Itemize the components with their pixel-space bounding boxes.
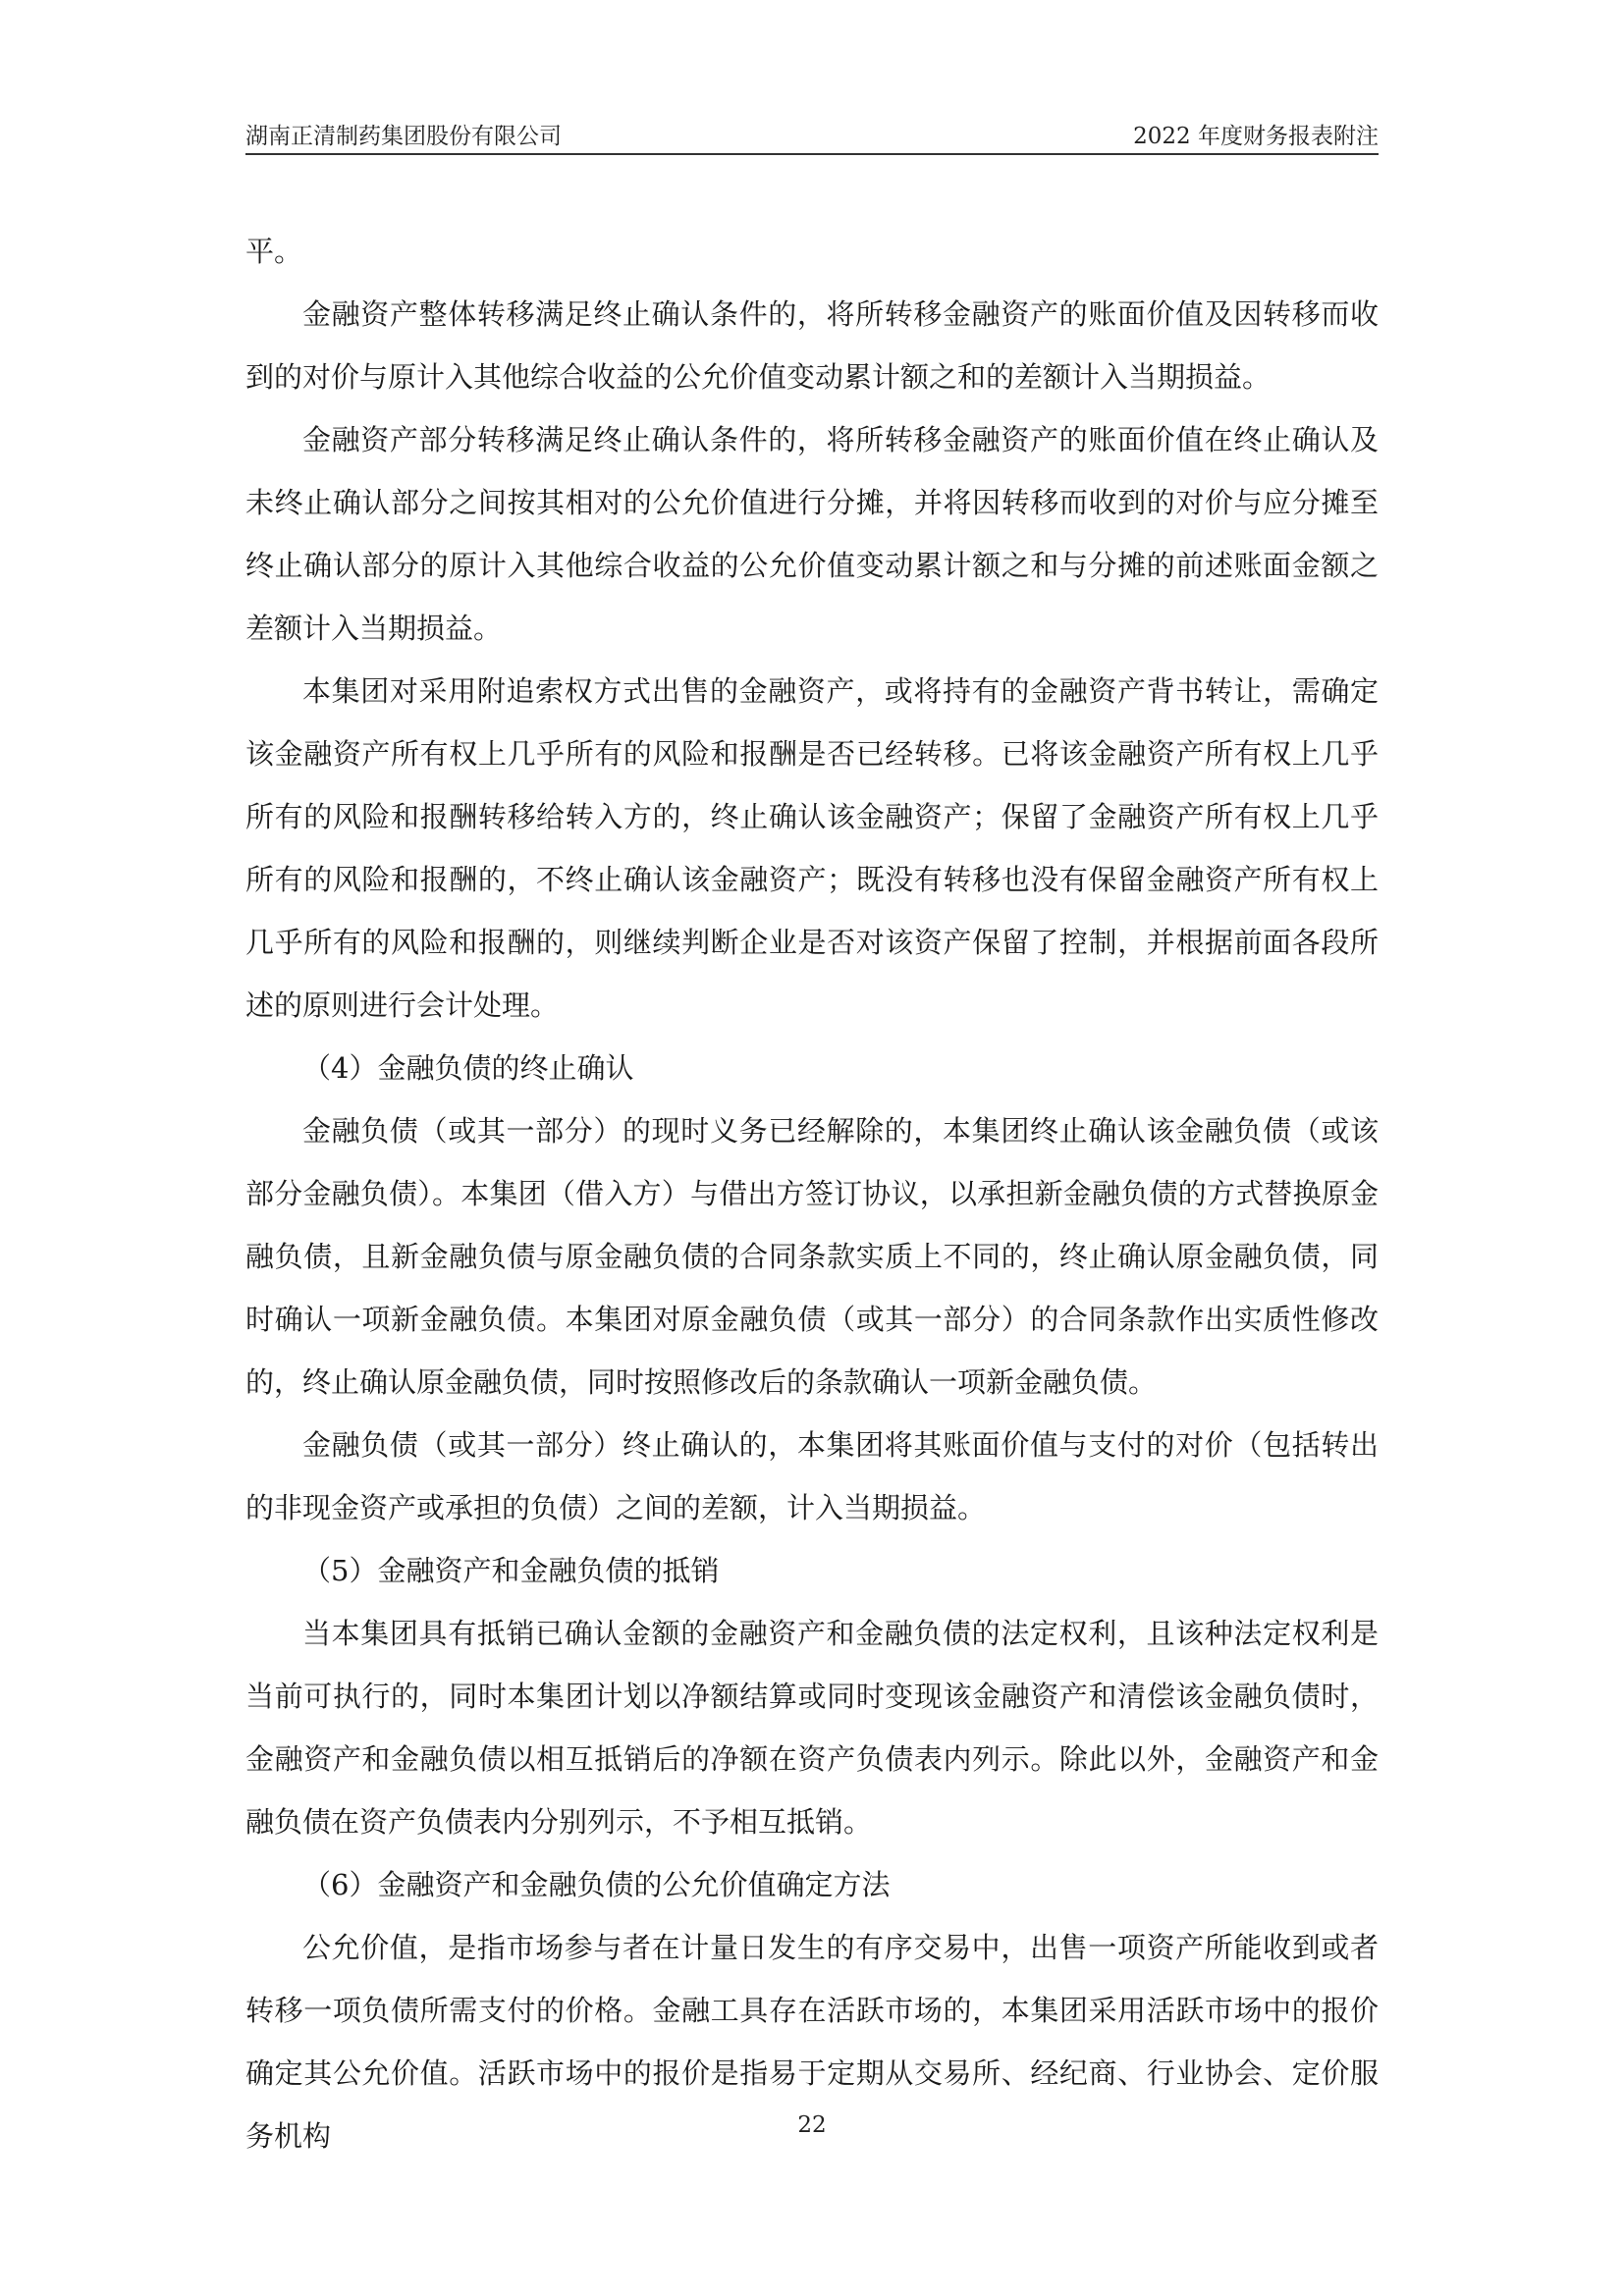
section-heading: （6）金融资产和金融负债的公允价值确定方法 <box>302 1868 891 1901</box>
paragraph: 当本集团具有抵销已确认金额的金融资产和金融负债的法定权利，且该种法定权利是当前可执行的，同时本集团计划以净额结算或同时变现该金融资产和清偿该金融负债时，金融资产和金融负债以相互抵销后的净额在资产负债表内列示。除此以外，金融资产和金融负债在资产负债表内分别列示，不予相互抵销。 <box>245 1617 1379 1839</box>
document-body <box>245 220 1379 2167</box>
section-heading: （5）金融资产和金融负债的抵销 <box>302 1554 720 1587</box>
page-header <box>245 116 1379 151</box>
header-company-name: 湖南正清制药集团股份有限公司 <box>245 124 562 149</box>
paragraph: 公允价值，是指市场参与者在计量日发生的有序交易中，出售一项资产所能收到或者转移一项负债所需支付的价格。金融工具存在活跃市场的，本集团采用活跃市场中的报价确定其公允价值。活跃市场中的报价是指易于定期从交易所、经纪商、行业协会、定价服务机构 <box>245 1931 1379 2153</box>
paragraph: 金融资产整体转移满足终止确认条件的，将所转移金融资产的账面价值及因转移而收到的对价与原计入其他综合收益的公允价值变动累计额之和的差额计入当期损益。 <box>245 297 1379 394</box>
section-heading: （4）金融负债的终止确认 <box>302 1051 634 1085</box>
page-number: 22 <box>797 2112 827 2138</box>
header-report-title: 2022 年度财务报表附注 <box>1133 124 1379 149</box>
paragraph: 金融资产部分转移满足终止确认条件的，将所转移金融资产的账面价值在终止确认及未终止确认部分之间按其相对的公允价值进行分摊，并将因转移而收到的对价与应分摊至终止确认部分的原计入其他综合收益的公允价值变动累计额之和与分摊的前述账面金额之差额计入当期损益。 <box>245 423 1379 645</box>
header-divider <box>245 153 1379 155</box>
paragraph: 金融负债（或其一部分）的现时义务已经解除的，本集团终止确认该金融负债（或该部分金融负债）。本集团（借入方）与借出方签订协议，以承担新金融负债的方式替换原金融负债，且新金融负债与原金融负债的合同条款实质上不同的，终止确认原金融负债，同时确认一项新金融负债。本集团对原金融负债（或其一部分）的合同条款作出实质性修改的，终止确认原金融负债，同时按照修改后的条款确认一项新金融负债。 <box>245 1114 1379 1399</box>
paragraph: 金融负债（或其一部分）终止确认的，本集团将其账面价值与支付的对价（包括转出的非现金资产或承担的负债）之间的差额，计入当期损益。 <box>245 1428 1379 1524</box>
paragraph-continuation: 平。 <box>245 235 303 268</box>
paragraph: 本集团对采用附追索权方式出售的金融资产，或将持有的金融资产背书转让，需确定该金融资产所有权上几乎所有的风险和报酬是否已经转移。已将该金融资产所有权上几乎所有的风险和报酬转移给转入方的，终止确认该金融资产；保留了金融资产所有权上几乎所有的风险和报酬的，不终止确认该金融资产；既没有转移也没有保留金融资产所有权上几乎所有的风险和报酬的，则继续判断企业是否对该资产保留了控制，并根据前面各段所述的原则进行会计处理。 <box>245 674 1379 1022</box>
